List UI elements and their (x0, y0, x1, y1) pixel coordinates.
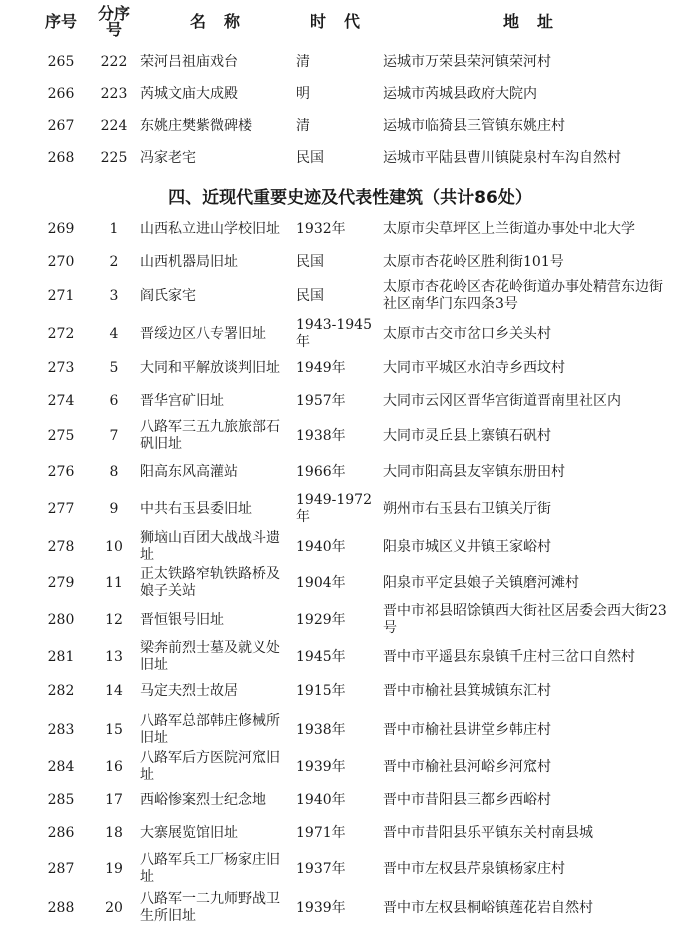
table-row (0, 603, 700, 637)
address: 太原市杏花岭区杏花岭街道办事处精营东边街社区南华门东四条3号 (383, 279, 663, 312)
table-row (0, 317, 700, 351)
table-row (0, 530, 700, 564)
address: 晋中市昔阳县三都乡西峪村 (383, 791, 551, 808)
serial-number: 268 (47, 149, 75, 166)
site-name: 八路军三五九旅旅部石矾旧址 (140, 419, 280, 452)
header-address: 地址 (502, 12, 571, 31)
era: 民国 (296, 149, 324, 166)
sub-serial-number: 222 (100, 53, 128, 70)
site-name: 东姚庄樊紫微碑楼 (140, 117, 252, 134)
site-name: 荣河吕祖庙戏台 (140, 53, 238, 70)
site-name: 晋恒银号旧址 (140, 611, 224, 628)
site-name: 八路军兵工厂杨家庄旧址 (140, 852, 280, 885)
address: 太原市古交市岔口乡关头村 (383, 325, 551, 342)
site-name: 正太铁路窄轨铁路桥及娘子关站 (140, 566, 280, 599)
site-name: 马定夫烈士故居 (140, 682, 238, 699)
address: 晋中市榆社县讲堂乡韩庄村 (383, 721, 551, 738)
serial-number: 279 (47, 574, 75, 591)
era: 1940年 (296, 538, 346, 555)
serial-number: 277 (47, 500, 75, 517)
address: 大同市灵丘县上寨镇石矾村 (383, 427, 551, 444)
site-name: 冯家老宅 (140, 149, 196, 166)
table-row (0, 112, 700, 140)
header-era: 时代 (309, 12, 378, 31)
header-sub-serial-number: 分序 号 (97, 4, 130, 39)
site-name: 西峪惨案烈士纪念地 (140, 791, 266, 808)
table-row (0, 640, 700, 674)
table-row (0, 48, 700, 76)
serial-number: 267 (47, 117, 75, 134)
sub-serial-number: 3 (109, 287, 119, 304)
sub-serial-number: 12 (105, 611, 123, 628)
table-row (0, 890, 700, 926)
table-row (0, 278, 700, 314)
address: 阳泉市平定县娘子关镇磨河滩村 (383, 574, 579, 591)
table-row (0, 492, 700, 526)
sub-serial-number: 2 (109, 253, 119, 270)
serial-number: 282 (47, 682, 75, 699)
era: 民国 (296, 253, 324, 270)
serial-number: 286 (47, 824, 75, 841)
era: 民国 (296, 287, 324, 304)
era: 1957年 (296, 392, 346, 409)
serial-number: 271 (47, 287, 75, 304)
era: 清 (296, 117, 310, 134)
era: 1949年 (296, 359, 346, 376)
era: 1938年 (296, 427, 346, 444)
serial-number: 266 (47, 85, 75, 102)
sub-serial-number: 4 (109, 325, 119, 342)
serial-number: 278 (47, 538, 75, 555)
serial-number: 281 (47, 648, 75, 665)
address: 晋中市榆社县箕城镇东汇村 (383, 682, 551, 699)
sub-serial-number: 13 (105, 648, 123, 665)
sub-serial-number: 19 (105, 860, 123, 877)
serial-number: 269 (47, 220, 75, 237)
table-row (0, 566, 700, 600)
site-name: 梁奔前烈士墓及就义处旧址 (140, 640, 280, 673)
address: 太原市杏花岭区胜利街101号 (383, 253, 564, 270)
era: 明 (296, 85, 310, 102)
site-name: 阎氏家宅 (140, 287, 196, 304)
serial-number: 274 (47, 392, 75, 409)
serial-number: 273 (47, 359, 75, 376)
site-name: 山西私立进山学校旧址 (140, 220, 280, 237)
table-header (0, 0, 700, 44)
table-row (0, 852, 700, 886)
section-title: 四、近现代重要史迹及代表性建筑（共计86处） (168, 187, 532, 208)
sub-serial-number: 225 (100, 149, 128, 166)
sub-serial-number: 8 (109, 463, 119, 480)
era: 1904年 (296, 574, 346, 591)
era: 1940年 (296, 791, 346, 808)
address: 晋中市左权县芹泉镇杨家庄村 (383, 860, 565, 877)
sub-serial-number: 18 (105, 824, 123, 841)
table-row (0, 457, 700, 487)
address: 大同市云冈区晋华宫街道晋南里社区内 (383, 392, 621, 409)
serial-number: 270 (47, 253, 75, 270)
sub-serial-number: 223 (100, 85, 128, 102)
sub-serial-number: 20 (105, 899, 123, 916)
address: 大同市平城区水泊寺乡西坟村 (383, 359, 565, 376)
address: 运城市万荣县荣河镇荣河村 (383, 53, 551, 70)
table-row (0, 713, 700, 747)
sub-serial-number: 6 (109, 392, 119, 409)
header-name: 名称 (189, 12, 258, 31)
site-name: 大寨展览馆旧址 (140, 824, 238, 841)
address: 晋中市昔阳县乐平镇东关村南县城 (383, 824, 593, 841)
era: 1939年 (296, 899, 346, 916)
address: 朔州市右玉县右卫镇关厅街 (383, 500, 551, 517)
sub-serial-number: 14 (105, 682, 123, 699)
site-name: 狮垴山百团大战战斗遗址 (140, 530, 280, 563)
sub-serial-number: 7 (109, 427, 119, 444)
era: 1971年 (296, 824, 346, 841)
table-row (0, 144, 700, 172)
table-row (0, 212, 700, 246)
sub-serial-number: 11 (105, 574, 123, 591)
address: 运城市芮城县政府大院内 (383, 85, 537, 102)
era: 1939年 (296, 758, 346, 775)
table-row (0, 751, 700, 783)
serial-number: 287 (47, 860, 75, 877)
era: 1937年 (296, 860, 346, 877)
serial-number: 272 (47, 325, 75, 342)
era: 1949-1972年 (296, 492, 372, 525)
site-name: 八路军后方医院河窊旧址 (140, 750, 280, 783)
site-name: 山西机器局旧址 (140, 253, 238, 270)
serial-number: 280 (47, 611, 75, 628)
table-row (0, 818, 700, 848)
address: 大同市阳高县友宰镇东册田村 (383, 463, 565, 480)
address: 运城市临猗县三管镇东姚庄村 (383, 117, 565, 134)
table-row (0, 386, 700, 416)
era: 1938年 (296, 721, 346, 738)
era: 1932年 (296, 220, 346, 237)
site-name: 中共右玉县委旧址 (140, 500, 252, 517)
address: 晋中市祁县昭馀镇西大街社区居委会西大街23号 (383, 603, 667, 636)
serial-number: 265 (47, 53, 75, 70)
sub-serial-number: 10 (105, 538, 123, 555)
table-row (0, 353, 700, 383)
sub-serial-number: 1 (109, 220, 119, 237)
table-row (0, 248, 700, 276)
site-name: 八路军一二九师野战卫生所旧址 (140, 891, 280, 924)
serial-number: 285 (47, 791, 75, 808)
serial-number: 283 (47, 721, 75, 738)
era: 1966年 (296, 463, 346, 480)
site-name: 阳高东风高灌站 (140, 463, 238, 480)
site-name: 晋华宫矿旧址 (140, 392, 224, 409)
serial-number: 275 (47, 427, 75, 444)
address: 太原市尖草坪区上兰街道办事处中北大学 (383, 220, 635, 237)
header-serial-number: 序号 (44, 12, 77, 31)
era: 1929年 (296, 611, 346, 628)
table-row (0, 676, 700, 706)
site-name: 芮城文庙大成殿 (140, 85, 238, 102)
era: 1943-1945年 (296, 317, 372, 350)
address: 晋中市榆社县河峪乡河窊村 (383, 758, 551, 775)
table-row (0, 786, 700, 814)
address: 运城市平陆县曹川镇陡泉村车沟自然村 (383, 149, 621, 166)
era: 清 (296, 53, 310, 70)
sub-serial-number: 17 (105, 791, 123, 808)
site-name: 八路军总部韩庄修械所旧址 (140, 713, 280, 746)
sub-serial-number: 16 (105, 758, 123, 775)
site-name: 晋绥边区八专署旧址 (140, 325, 266, 342)
site-name: 大同和平解放谈判旧址 (140, 359, 280, 376)
sub-serial-number: 5 (109, 359, 119, 376)
serial-number: 276 (47, 463, 75, 480)
address: 晋中市左权县桐峪镇莲花岩自然村 (383, 899, 593, 916)
serial-number: 288 (47, 899, 75, 916)
sub-serial-number: 224 (100, 117, 128, 134)
table-row (0, 80, 700, 108)
sub-serial-number: 15 (105, 721, 123, 738)
serial-number: 284 (47, 758, 75, 775)
era: 1945年 (296, 648, 346, 665)
era: 1915年 (296, 682, 346, 699)
table-row (0, 419, 700, 453)
address: 阳泉市城区义井镇王家峪村 (383, 538, 551, 555)
sub-serial-number: 9 (109, 500, 119, 517)
address: 晋中市平遥县东泉镇千庄村三岔口自然村 (383, 648, 635, 665)
